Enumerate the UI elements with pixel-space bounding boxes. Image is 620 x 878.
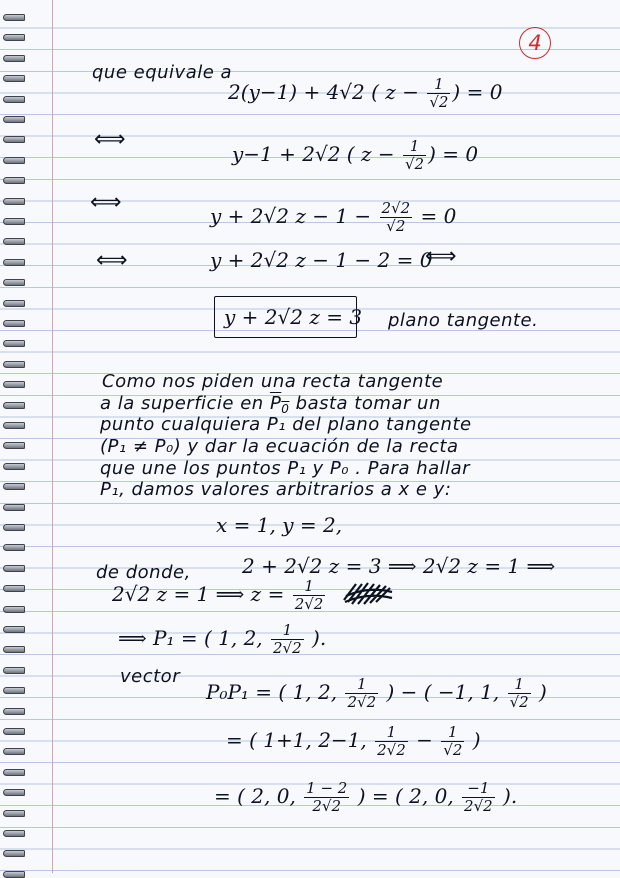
- equation-part: = 0: [414, 204, 457, 228]
- fraction-numerator: 1: [427, 76, 450, 94]
- arbitrary-values: x = 1, y = 2,: [216, 513, 343, 537]
- spiral-ring: [3, 626, 25, 633]
- paragraph-line-2: [100, 393, 441, 416]
- equation-line-12: [226, 724, 481, 759]
- spiral-ring: [3, 96, 25, 103]
- spiral-ring: [3, 279, 25, 286]
- paragraph-line-6: P₁, damos valores arbitrarios a x e y:: [100, 479, 452, 500]
- point-p0: [270, 393, 290, 414]
- spiral-ring: [3, 442, 25, 449]
- equation-part: 2√2 z = 1 ⟹ z =: [112, 582, 291, 606]
- fraction: [441, 724, 464, 759]
- spiral-ring: [3, 259, 25, 266]
- equivalence-arrow: ⟺: [96, 248, 128, 273]
- point-letter: P: [269, 393, 282, 414]
- paragraph-line-8: de donde,: [96, 562, 191, 583]
- fraction: [427, 76, 450, 111]
- spiral-ring: [3, 300, 25, 307]
- spiral-ring: [3, 646, 25, 653]
- equivalence-arrow: ⟺: [425, 244, 457, 269]
- fraction-numerator: 1: [345, 676, 378, 694]
- equation-part: ⟹ P₁ = ( 1, 2,: [118, 626, 270, 650]
- equation-part: ).: [305, 626, 327, 650]
- equation-line-10: [118, 622, 326, 657]
- spiral-ring: [3, 177, 25, 184]
- paragraph-part: basta tomar un: [289, 393, 441, 414]
- spiral-ring: [3, 728, 25, 735]
- fraction: [345, 676, 378, 711]
- fraction-denominator: √2: [509, 693, 529, 711]
- fraction: [462, 780, 495, 815]
- paragraph-line-4: (P₁ ≠ P₀) y dar la ecuación de la recta: [100, 436, 459, 457]
- fraction: [375, 724, 408, 759]
- spiral-binding: [0, 0, 40, 873]
- fraction-numerator: 1 − 2: [306, 779, 348, 797]
- spiral-ring: [3, 483, 25, 490]
- fraction-denominator: 2√2: [347, 693, 377, 711]
- spiral-ring: [3, 504, 25, 511]
- equation-line-8: 2 + 2√2 z = 3 ⟹ 2√2 z = 1 ⟹: [242, 554, 556, 578]
- fraction: [304, 780, 349, 815]
- fraction-numerator: 1: [293, 578, 326, 596]
- equation-part: = ( 1+1, 2−1,: [226, 728, 374, 752]
- tangent-plane-label: plano tangente.: [388, 310, 539, 331]
- spiral-ring: [3, 789, 25, 796]
- spiral-ring: [3, 34, 25, 41]
- spiral-ring: [3, 381, 25, 388]
- fraction: [403, 138, 426, 173]
- spiral-ring: [3, 769, 25, 776]
- fraction-denominator: 2√2: [273, 639, 302, 657]
- paragraph-line-1: Como nos piden una recta tangente: [102, 371, 444, 392]
- spiral-ring: [3, 463, 25, 470]
- spiral-ring: [3, 585, 25, 592]
- margin-rule: [52, 0, 53, 873]
- fraction-numerator: −1: [462, 780, 495, 798]
- spiral-ring: [3, 14, 25, 21]
- equation-part: ) − ( −1, 1,: [380, 680, 506, 704]
- spiral-ring: [3, 402, 25, 409]
- page-number: 4: [519, 27, 551, 59]
- spiral-ring: [3, 810, 25, 817]
- equation-part: ).: [496, 784, 518, 808]
- tangent-plane-equation: y + 2√2 z = 3: [224, 305, 363, 329]
- spiral-ring: [3, 198, 25, 205]
- equation-part: −: [409, 728, 440, 752]
- equation-part: ) = ( 2, 0,: [351, 784, 461, 808]
- fraction-denominator: √2: [429, 93, 449, 111]
- spiral-ring: [3, 850, 25, 857]
- equation-line-13: [214, 780, 517, 815]
- equation-line-3: [232, 138, 478, 173]
- spiral-ring: [3, 422, 25, 429]
- fraction-denominator: 2√2: [377, 741, 406, 759]
- spiral-ring: [3, 340, 25, 347]
- fraction: [271, 622, 304, 657]
- spiral-ring: [3, 667, 25, 674]
- fraction-numerator: 1: [271, 622, 304, 640]
- spiral-ring: [3, 544, 25, 551]
- equation-part: ) = 0: [452, 80, 503, 104]
- equation-part: 2(y−1) + 4√2 ( z −: [228, 80, 426, 104]
- equation-line-2: [228, 76, 502, 111]
- spiral-ring: [3, 116, 25, 123]
- spiral-ring: [3, 687, 25, 694]
- equation-part: = ( 2, 0,: [214, 784, 303, 808]
- equation-part: ) = 0: [428, 142, 479, 166]
- fraction-denominator: √2: [404, 155, 425, 173]
- spiral-ring: [3, 606, 25, 613]
- spiral-ring: [3, 708, 25, 715]
- fraction-numerator: 1: [508, 676, 531, 694]
- spiral-ring: [3, 75, 25, 82]
- paragraph-part: a la superficie en: [100, 393, 270, 414]
- spiral-ring: [3, 748, 25, 755]
- spiral-ring: [3, 136, 25, 143]
- spiral-ring: [3, 524, 25, 531]
- paragraph-line-3: punto cualquiera P₁ del plano tangente: [100, 414, 472, 435]
- spiral-ring: [3, 218, 25, 225]
- equation-part: y + 2√2 z − 1 −: [210, 204, 378, 228]
- fraction: [508, 676, 531, 711]
- equivalence-arrow: ⟺: [90, 190, 122, 215]
- fraction-denominator: √2: [443, 741, 463, 759]
- equation-line-9: [112, 578, 327, 613]
- spiral-ring: [3, 55, 25, 62]
- fraction-numerator: 1: [403, 138, 426, 156]
- fraction: [380, 200, 413, 235]
- crossed-out-scribble: [342, 578, 394, 606]
- point-subscript: 0: [281, 402, 290, 416]
- spiral-ring: [3, 565, 25, 572]
- fraction-denominator: 2√2: [464, 797, 493, 815]
- text-line-1: que equivale a: [92, 62, 233, 83]
- fraction-numerator: 1: [375, 724, 408, 742]
- fraction-numerator: 1: [441, 724, 464, 742]
- spiral-ring: [3, 361, 25, 368]
- fraction-denominator: √2: [386, 217, 406, 235]
- spiral-ring: [3, 830, 25, 837]
- equation-part: y−1 + 2√2 ( z −: [232, 142, 401, 166]
- equation-line-4: [210, 200, 456, 235]
- vector-label: vector: [120, 666, 181, 687]
- paragraph-line-5: que une los puntos P₁ y P₀ . Para hallar: [100, 458, 471, 479]
- fraction-numerator: 2√2: [381, 199, 411, 217]
- spiral-ring: [3, 157, 25, 164]
- equation-line-11: [206, 676, 547, 711]
- spiral-ring: [3, 238, 25, 245]
- equation-part: ): [532, 680, 547, 704]
- fraction-denominator: 2√2: [312, 797, 342, 815]
- equation-line-5: y + 2√2 z − 1 − 2 = 0: [210, 248, 433, 272]
- fraction: [293, 578, 326, 613]
- equation-part: P₀P₁ = ( 1, 2,: [206, 680, 344, 704]
- fraction-denominator: 2√2: [294, 595, 324, 613]
- equivalence-arrow: ⟺: [94, 127, 126, 152]
- spiral-ring: [3, 320, 25, 327]
- spiral-ring: [3, 871, 25, 878]
- equation-part: ): [466, 728, 481, 752]
